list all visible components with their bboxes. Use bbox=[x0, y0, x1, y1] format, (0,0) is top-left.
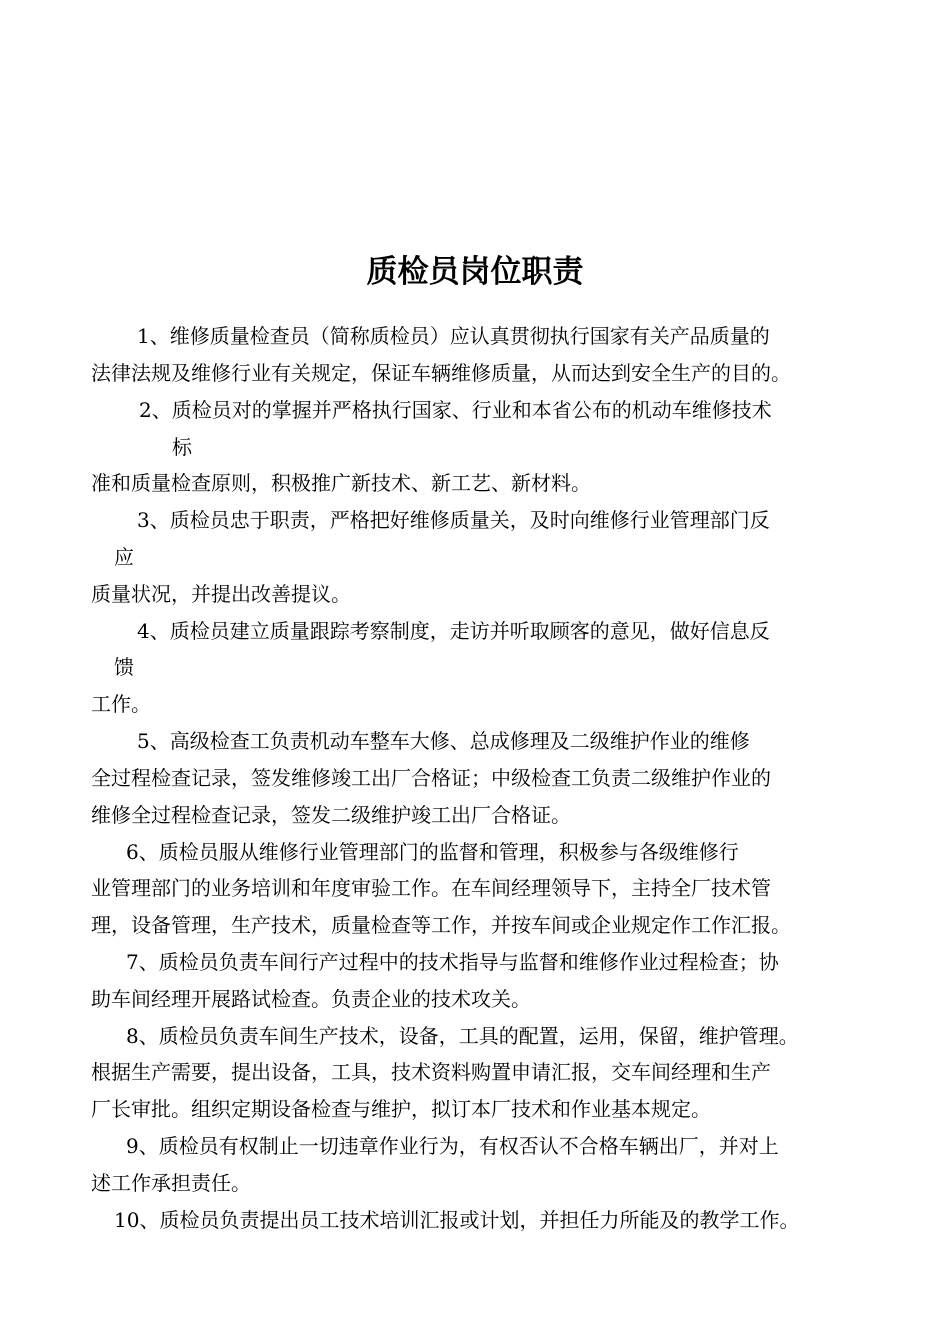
text-line: 准和质量检查原则，积极推广新技术、新工艺、新材料。 bbox=[91, 471, 591, 495]
text-line: 应 bbox=[114, 545, 134, 569]
text-line: 质量状况，并提出改善提议。 bbox=[91, 582, 351, 606]
text-line: 10、质检员负责提出员工技术培训汇报或计划，并担任力所能及的教学工作。 bbox=[114, 1208, 800, 1232]
text-line: 标 bbox=[172, 435, 192, 459]
text-line: 工作。 bbox=[91, 692, 151, 716]
text-line: 7、质检员负责车间行产过程中的技术指导与监督和维修作业过程检查；协 bbox=[126, 950, 779, 974]
text-line: 馈 bbox=[114, 655, 134, 679]
text-line: 3、质检员忠于职责，严格把好维修质量关，及时向维修行业管理部门反 bbox=[137, 508, 770, 532]
text-line: 根据生产需要，提出设备，工具，技术资料购置申请汇报，交车间经理和生产 bbox=[91, 1060, 771, 1084]
text-line: 9、质检员有权制止一切违章作业行为，有权否认不合格车辆出厂，并对上 bbox=[126, 1134, 779, 1158]
text-line: 5、高级检查工负责机动车整车大修、总成修理及二级维护作业的维修 bbox=[137, 729, 750, 753]
text-line: 1、维修质量检查员（简称质检员）应认真贯彻执行国家有关产品质量的 bbox=[137, 324, 770, 348]
text-line: 法律法规及维修行业有关规定，保证车辆维修质量，从而达到安全生产的目的。 bbox=[91, 361, 791, 385]
text-line: 4、质检员建立质量跟踪考察制度，走访并听取顾客的意见，做好信息反 bbox=[137, 619, 770, 643]
text-line: 全过程检查记录，签发维修竣工出厂合格证；中级检查工负责二级维护作业的 bbox=[91, 766, 771, 790]
text-line: 6、质检员服从维修行业管理部门的监督和管理，积极参与各级维修行 bbox=[126, 840, 739, 864]
text-line: 业管理部门的业务培训和年度审验工作。在车间经理领导下，主持全厂技术管 bbox=[91, 876, 771, 900]
text-line: 述工作承担责任。 bbox=[91, 1171, 251, 1195]
text-line: 2、质检员对的掌握并严格执行国家、行业和本省公布的机动车维修技术 bbox=[139, 398, 772, 422]
document-title: 质检员岗位职责 bbox=[366, 254, 584, 290]
text-line: 维修全过程检查记录，签发二级维护竣工出厂合格证。 bbox=[91, 803, 571, 827]
text-line: 理，设备管理，生产技术，质量检查等工作，并按车间或企业规定作工作汇报。 bbox=[91, 913, 791, 937]
text-line: 厂长审批。组织定期设备检查与维护，拟订本厂技术和作业基本规定。 bbox=[91, 1097, 711, 1121]
text-line: 8、质检员负责车间生产技术，设备，工具的配置，运用，保留，维护管理。 bbox=[126, 1024, 799, 1048]
text-line: 助车间经理开展路试检查。负责企业的技术攻关。 bbox=[91, 987, 531, 1011]
